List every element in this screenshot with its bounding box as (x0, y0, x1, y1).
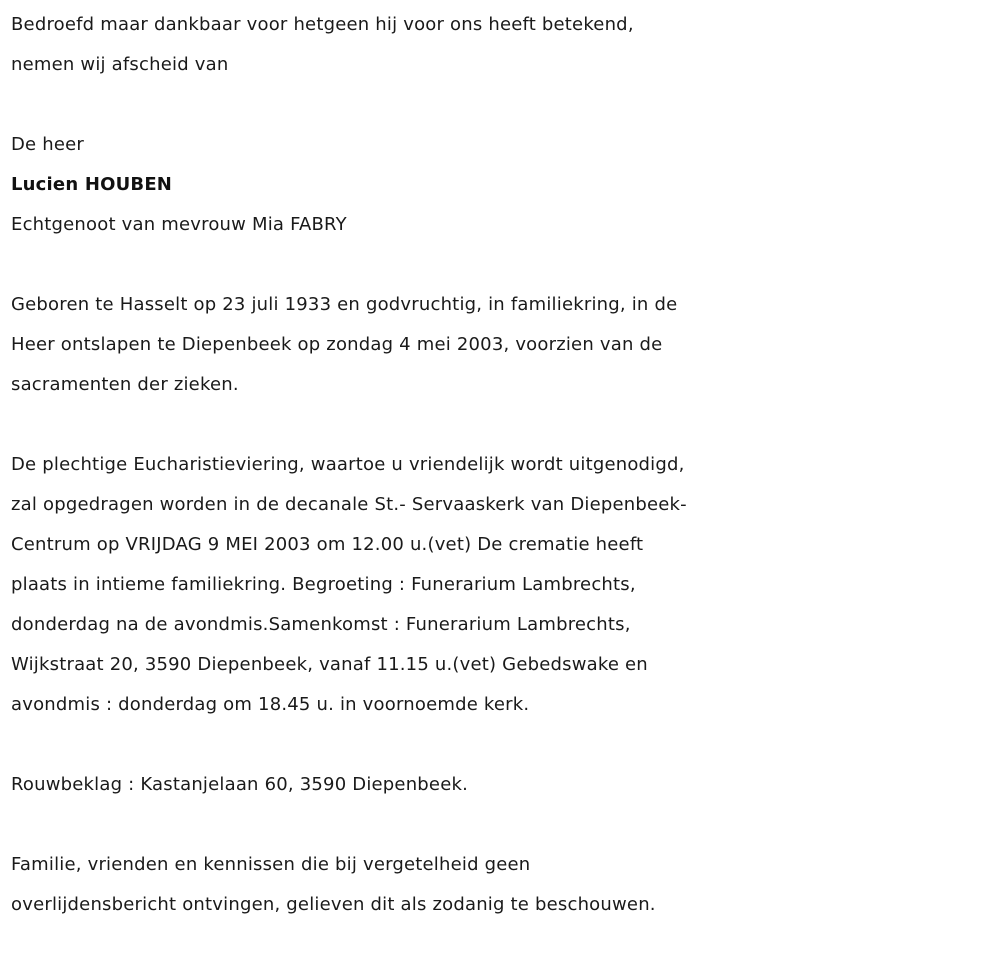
person-title: De heer (11, 134, 85, 155)
spacer (11, 245, 1000, 285)
ceremony-line-7: avondmis : donderdag om 18.45 u. in voornoemde kerk. (11, 694, 530, 715)
ceremony-line-2: zal opgedragen worden in de decanale St.- Servaaskerk van Diepenbeek- (11, 494, 687, 515)
condolence-line: Rouwbeklag : Kastanjelaan 60, 3590 Diepenbeek. (11, 774, 469, 795)
intro-line-1: Bedroefd maar dankbaar voor hetgeen hij voor ons heeft betekend, (11, 14, 634, 35)
spacer (11, 805, 1000, 845)
spacer (11, 85, 1000, 125)
spacer (11, 725, 1000, 765)
spacer (11, 405, 1000, 445)
ceremony-line-3: Centrum op VRIJDAG 9 MEI 2003 om 12.00 u.(vet) De crematie heeft (11, 534, 644, 555)
birth-paragraph (11, 285, 1000, 405)
birth-line-1: Geboren te Hasselt op 23 juli 1933 en godvruchtig, in familiekring, in de (11, 294, 678, 315)
birth-line-2: Heer ontslapen te Diepenbeek op zondag 4 mei 2003, voorzien van de (11, 334, 663, 355)
person-spouse: Echtgenoot van mevrouw Mia FABRY (11, 214, 347, 235)
closing-paragraph (11, 845, 1000, 925)
closing-line-1: Familie, vrienden en kennissen die bij vergetelheid geen (11, 854, 531, 875)
ceremony-line-4: plaats in intieme familiekring. Begroeting : Funerarium Lambrechts, (11, 574, 636, 595)
ceremony-line-6: Wijkstraat 20, 3590 Diepenbeek, vanaf 11.15 u.(vet) Gebedswake en (11, 654, 648, 675)
intro-paragraph (11, 5, 1000, 85)
intro-line-2: nemen wij afscheid van (11, 54, 229, 75)
ceremony-paragraph (11, 445, 1000, 725)
person-name: Lucien HOUBEN (11, 174, 173, 195)
ceremony-line-1: De plechtige Eucharistieviering, waartoe u vriendelijk wordt uitgenodigd, (11, 454, 685, 475)
birth-line-3: sacramenten der zieken. (11, 374, 239, 395)
person-block (11, 125, 1000, 245)
ceremony-line-5: donderdag na de avondmis.Samenkomst : Funerarium Lambrechts, (11, 614, 631, 635)
condolence-paragraph (11, 765, 1000, 805)
closing-line-2: overlijdensbericht ontvingen, gelieven dit als zodanig te beschouwen. (11, 894, 656, 915)
